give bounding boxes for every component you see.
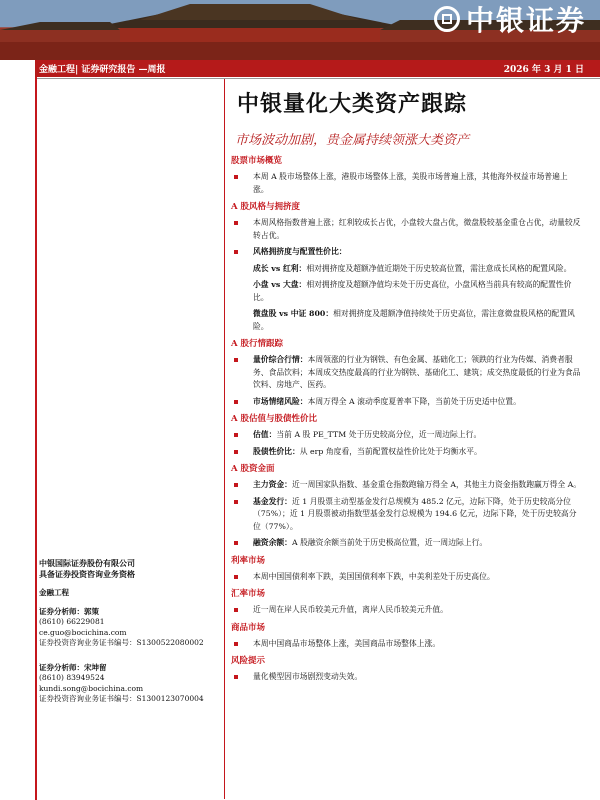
section-heading: A 股行情跟踪 (231, 339, 284, 349)
sub-label: 成长 vs 红利： (253, 263, 307, 273)
sections (231, 155, 583, 684)
bullet-text: 从 erp 角度看，当前配置权益性价比处于均衡水平。 (299, 446, 482, 456)
report-title: 中银量化大类资产跟踪 (237, 91, 468, 117)
bullet-item (231, 479, 583, 492)
sub-text: 相对拥挤度及超额净值近期处于历史较高位置，需注意成长风格的配置风险。 (306, 263, 572, 273)
org-qualification: 具备证券投资咨询业务资格 (39, 569, 135, 579)
sub-text: 相对拥挤度及超额净值持续处于历史高位，需注意微盘股风格的配置风险。 (253, 309, 575, 331)
analyst-phone: (8610) 83949524 (39, 673, 105, 682)
analyst-phone: (8610) 66229081 (39, 617, 105, 626)
bullet-text: 本周领涨的行业为钢铁、有色金属、基础化工；领跌的行业为传媒、消费者服务、食品饮料；本周成交热度最高的行业为钢铁、基础化工、建筑；成交热度最低的行业为食品饮料、房地产、医药。 (253, 355, 581, 389)
section-heading: 风险提示 (231, 656, 266, 666)
bullet-item (231, 171, 583, 196)
bullet-item (231, 671, 583, 684)
section-heading: 汇率市场 (231, 589, 266, 599)
bullet-text: 本周风格指数普遍上涨；红利较成长占优，小盘较大盘占优，微盘股较基金重仓占优，动量较反转占优。 (253, 218, 581, 240)
bullet-label: 估值： (253, 430, 277, 439)
bullet-item (231, 537, 583, 550)
section-heading: A 股资金面 (231, 464, 275, 474)
bullet-item (231, 496, 583, 534)
section-heading: 利率市场 (231, 555, 266, 566)
bullet-text: A 股融资余额当前处于历史极高位置，近一周边际上行。 (291, 538, 488, 547)
report-body (231, 88, 583, 684)
analyst-license: 证券投资咨询业务证书编号：S1300522080002 (39, 638, 204, 647)
bullet-label: 市场情绪风险： (253, 396, 308, 406)
analyst-name: 证券分析师：宋坤留 (39, 662, 107, 672)
sub-item (231, 279, 583, 304)
report-subtitle: 市场波动加剧，贵金属持续领涨大类资产 (235, 133, 470, 148)
bullet-label: 基金发行： (253, 496, 292, 506)
bullet-label: 融资余额： (253, 538, 292, 547)
analyst-license: 证券投资咨询业务证书编号：S1300123070004 (39, 694, 204, 703)
bullet-text: 近 1 月股票主动型基金发行总规模为 485.2 亿元，边际下降，处于历史较高分位（75%）；近 1 月股票被动指数型基金发行总规模为 194.6 亿元，边际下降，处于历史较高分位（77%）。 (253, 496, 577, 531)
bullet-label: 主力资金： (253, 480, 292, 489)
bullet-item (231, 396, 583, 409)
bullet-item (231, 354, 583, 392)
sub-item (231, 308, 583, 333)
section-heading: A 股风格与拥挤度 (231, 202, 301, 212)
report-category: 金融工程| 证券研究报告 —周报 (39, 65, 166, 75)
bullet-item (231, 604, 583, 617)
bullet-text: 当前 A 股 PE_TTM 处于历史较高分位，近一周边际上行。 (276, 430, 482, 439)
bullet-text: 本周 A 股市场整体上涨，港股市场整体上涨，美股市场普遍上涨，其他海外权益市场普遍上涨。 (253, 172, 568, 194)
bullet-item (231, 638, 583, 651)
header-strip (35, 60, 600, 77)
analyst-email[interactable]: ce.guo@bocichina.com (39, 627, 127, 637)
bullet-item (231, 429, 583, 442)
section-heading: 商品市场 (231, 622, 266, 633)
bullet-item (231, 446, 583, 459)
bullet-text: 本周中国国债利率下跌，美国国债利率下跌，中美利差处于历史高位。 (253, 571, 495, 581)
bullet-text: 本周中国商品市场整体上涨，美国商品市场整体上涨。 (253, 638, 441, 648)
section-heading: 股票市场概览 (231, 156, 283, 166)
sub-label: 微盘股 vs 中证 800： (253, 309, 334, 318)
analyst-name: 证券分析师：郭策 (39, 606, 99, 616)
bullet-text: 量化模型因市场剧烈变动失效。 (253, 672, 363, 681)
header-banner (0, 0, 600, 60)
sidebar-info (39, 558, 224, 705)
bullet-text: 近一周国家队指数、基金重仓指数跑输万得全 A，其他主力资金指数跑赢万得全 A。 (291, 480, 582, 489)
brand-name: 中银证券 (465, 4, 586, 37)
bullet-label: 量价综合行情： (253, 355, 308, 364)
sub-item (231, 263, 583, 276)
bullet-text: 近一周在岸人民币较美元升值，离岸人民币较美元升值。 (253, 605, 448, 614)
sub-text: 相对拥挤度及超额净值均未处于历史高位，小盘风格当前具有较高的配置性价比。 (253, 280, 572, 302)
section-heading: A 股估值与股债性价比 (231, 414, 318, 424)
bullet-item (231, 246, 583, 259)
bullet-label: 股债性价比： (253, 446, 300, 456)
analyst-email[interactable]: kundi.song@bocichina.com (39, 683, 144, 693)
org-name: 中银国际证券股份有限公司 (39, 558, 135, 568)
brand (434, 2, 586, 36)
bullet-item (231, 571, 583, 584)
bullet-label: 风格拥挤度与配置性价比： (253, 247, 347, 256)
report-date: 2026 年 3 月 1 日 (503, 65, 584, 75)
boc-logo-icon (434, 6, 460, 32)
sub-label: 小盘 vs 大盘： (253, 280, 307, 289)
department: 金融工程 (39, 588, 69, 597)
bullet-item (231, 217, 583, 242)
bullet-text: 本周万得全 A 滚动季度夏普率下降，当前处于历史适中位置。 (307, 396, 521, 406)
